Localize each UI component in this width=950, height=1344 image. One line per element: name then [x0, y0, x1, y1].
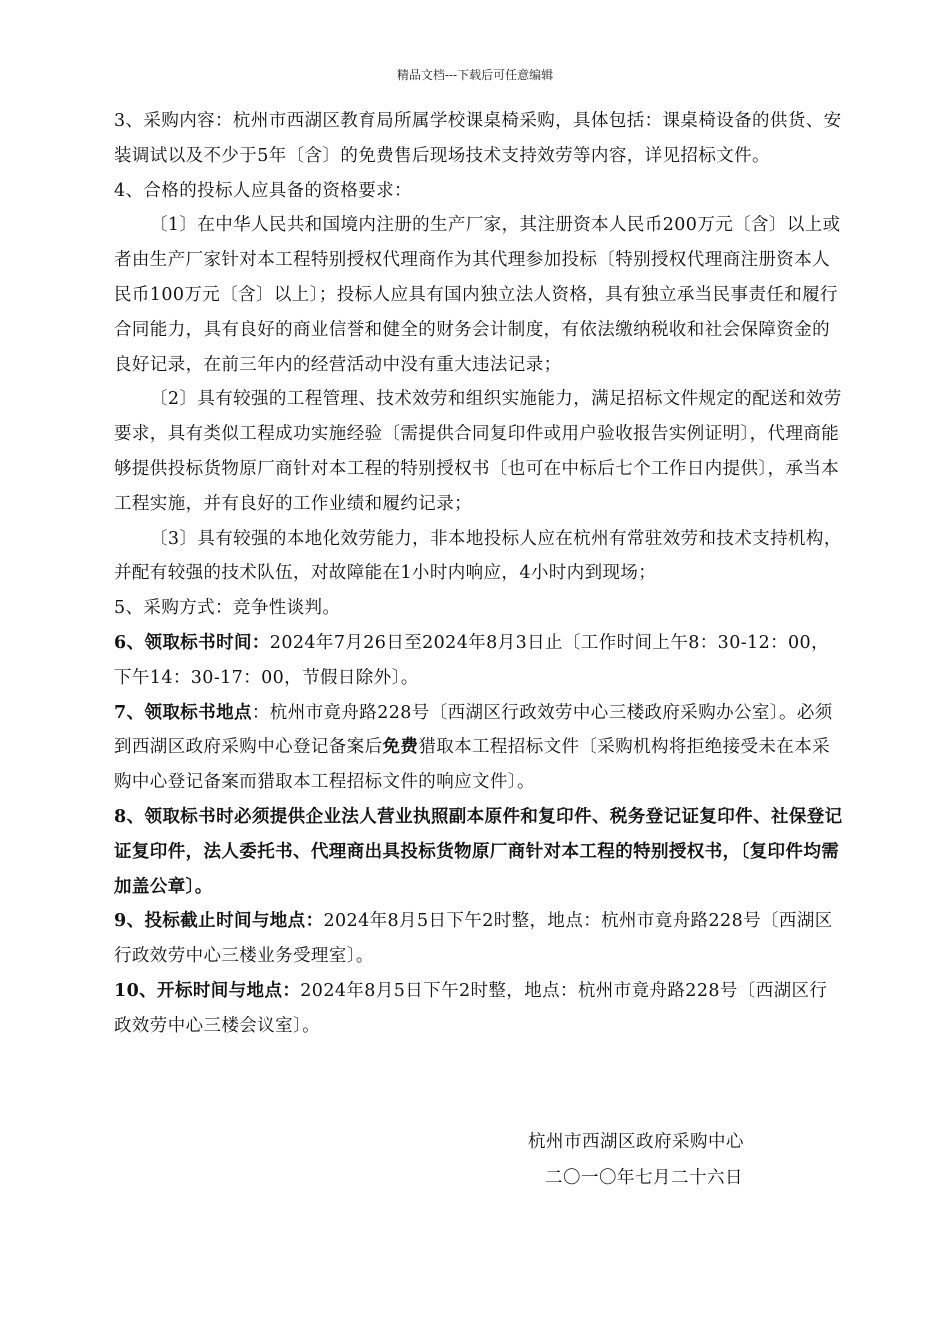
- item-9-label: 9、投标截止时间与地点：: [114, 911, 324, 932]
- item-10-text: 2024年8月5日下午2时整，地点：杭州市竟舟路228号〔西湖区行政效劳中心三楼会议室〕。: [114, 980, 828, 1036]
- signature-organization: 杭州市西湖区政府采购中心: [528, 1132, 744, 1152]
- item-4-1: 〔1〕在中华人民共和国境内注册的生产厂家，其注册资本人民币200万元〔含〕以上或者由生产厂家针对本工程特别授权代理商作为其代理参加投标〔特别授权代理商注册资本人民币100万元〔含〕以上〕；投标人应具有国内独立法人资格，具有独立承当民事责任和履行合同能力，具有良好的商业信誉和健全的财务会计制度，有依法缴纳税收和社会保障资金的良好记录，在前三年内的经营活动中没有重大违法记录；: [114, 215, 841, 375]
- item-5-method: 5、采购方式：竞争性谈判。: [114, 598, 341, 619]
- item-3-procurement-content: 3、采购内容：杭州市西湖区教育局所属学校课桌椅采购，具体包括：课桌椅设备的供货、安装调试以及不少于5年〔含〕的免费售后现场技术支持效劳等内容，详见招标文件。: [114, 111, 842, 166]
- item-7-pickup-location: [114, 696, 844, 800]
- item-7-text-1: ：杭州市竟舟路228号〔西湖区行政效劳中心三楼政府采购办公室〕。必须到西湖区政府采购中心登记备案后: [114, 702, 833, 758]
- item-4-3: 〔3〕具有较强的本地化效劳能力，非本地投标人应在杭州有常驻效劳和技术支持机构，并配有较强的技术队伍，对故障能在1小时内响应，4小时内到现场；: [114, 528, 842, 584]
- item-10-label: 10、开标时间与地点：: [114, 980, 301, 1001]
- page-header: 精品文档---下载后可任意编辑: [396, 68, 554, 82]
- item-4-2: 〔2〕具有较强的工程管理、技术效劳和组织实施能力，满足招标文件规定的配送和效劳要求，具有类似工程成功实施经验〔需提供合同复印件或用户验收报告实例证明〕，代理商能够提供投标货物原厂商针对本工程的特别授权书〔也可在中标后七个工作日内提供〕，承当本工程实施，并有良好的工作业绩和履约记录；: [114, 389, 842, 514]
- item-7-text-2: 猎取本工程招标文件〔采购机构将拒绝接受未在本采购中心登记备案而猎取本工程招标文件的响应文件〕。: [114, 737, 831, 793]
- item-6-label: 6、领取标书时间：: [114, 632, 270, 653]
- signature-date: 二〇一〇年七月二十六日: [545, 1168, 743, 1188]
- item-7-free: 免费: [382, 737, 419, 758]
- item-10-opening: [114, 974, 844, 1044]
- item-4-qualifications: 4、合格的投标人应具备的资格要求：: [114, 180, 412, 201]
- item-8-required-documents: 8、领取标书时必须提供企业法人营业执照副本原件和复印件、税务登记证复印件、社保登记证复印件，法人委托书、代理商出具投标货物原厂商针对本工程的特别授权书，〔复印件均需加盖公章〕。: [114, 806, 843, 897]
- document-body: [114, 104, 844, 1044]
- item-6-pickup-time: [114, 626, 844, 696]
- item-6-text: 2024年7月26日至2024年8月3日止〔工作时间上午8：30-12：00，下午14：30-17：00，节假日除外〕。: [114, 632, 829, 688]
- item-9-deadline: [114, 904, 844, 974]
- item-9-text: 2024年8月5日下午2时整，地点：杭州市竟舟路228号〔西湖区行政效劳中心三楼业务受理室〕。: [114, 911, 833, 967]
- item-7-label: 7、领取标书地点: [114, 702, 252, 723]
